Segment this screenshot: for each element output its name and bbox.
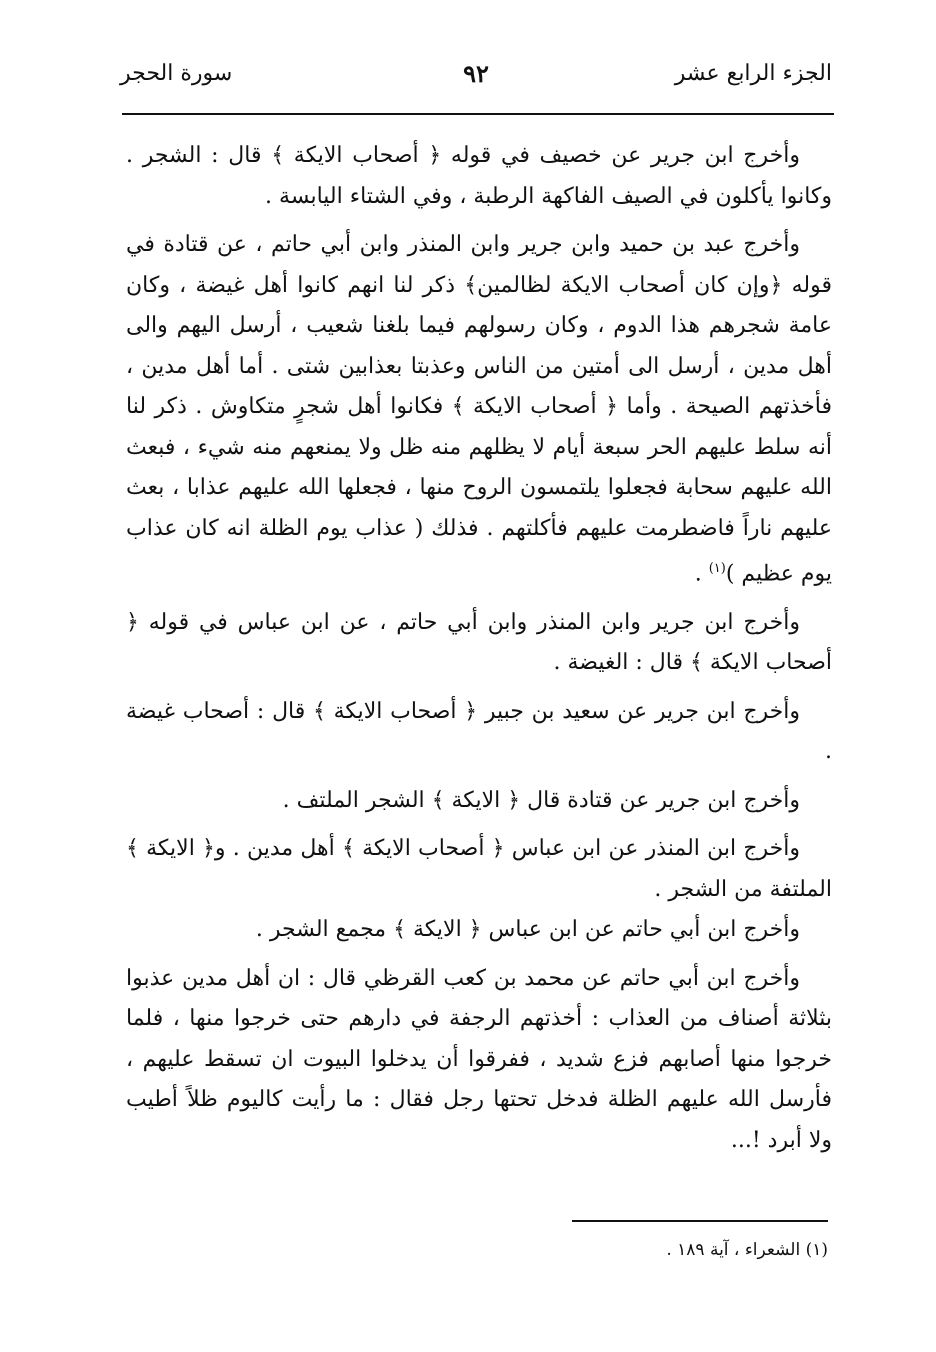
volume-title: الجزء الرابع عشر [674,61,832,86]
running-header [120,52,832,96]
paragraph: وأخرج ابن المنذر عن ابن عباس ﴿ أصحاب الايكة ﴾ أهل مدين . و﴿ الايكة ﴾ الملتفة من الشجر . [126,836,832,902]
footnote-marker: (١) [708,561,726,576]
paragraph: وأخرج ابن جرير عن قتادة قال ﴿ الايكة ﴾ الشجر الملتف . [282,787,800,813]
surah-title: سورة الحجر [120,61,233,86]
footnote: (١) الشعراء ، آية ١٨٩ . [666,1240,828,1260]
paragraph: وأخرج ابن أبي حاتم عن ابن عباس ﴿ الايكة ﴾ مجمع الشجر . [255,917,800,943]
paragraph-text: وأخرج عبد بن حميد وابن جرير وابن المنذر وابن أبي حاتم ، عن قتادة في قوله ﴿وإن كان أصحاب الايكة لظالمين﴾ ذكر لنا انهم كانوا أهل غيضة ، وكان عامة شجرهم هذا الدوم ، وكان رسولهم فيما بلغنا شعيب ، أرسل اليهم والى أهل مدين ، أرسل الى أمتين من الناس وعذبتا بعذابين شتى . أما أهل مدين ، فأخذتهم الصيحة . وأما ﴿ أصحاب الايكة ﴾ فكانوا أهل شجرٍ متكاوش . ذكر لنا أنه سلط عليهم الحر سبعة أيام لا يظلهم منه ظل ولا يمنعهم منه شيء ، فبعث الله عليهم سحابة فجعلوا يلتمسون الروح منها ، فجعلها الله عليهم عذابا ، بعث عليهم ناراً فاضطرمت عليهم فأكلتهم . فذلك ( عذاب يوم الظلة انه كان عذاب يوم عظيم ) [126,232,832,587]
paragraph [126,225,832,595]
main-text [126,136,832,1169]
paragraph-end: . [694,561,709,587]
header-divider [122,113,834,115]
page-number: ٩٢ [463,59,489,88]
paragraph: وأخرج ابن جرير عن سعيد بن جبير ﴿ أصحاب الايكة ﴾ قال : أصحاب غيضة . [126,698,832,765]
paragraph: وأخرج ابن أبي حاتم عن محمد بن كعب القرظي قال : ان أهل مدين عذبوا بثلاثة أصناف من العذاب : أخذتهم الرجفة في دارهم حتى خرجوا منها ، فلما خرجوا منها أصابهم فزع شديد ، ففرقوا أن يدخلوا البيوت ان تسقط عليهم ، فأرسل الله عليهم الظلة فدخل تحتها رجل فقال : ما رأيت كاليوم ظلاً أطيب ولا أبرد !... [126,965,832,1153]
paragraph: وأخرج ابن جرير عن خصيف في قوله ﴿ أصحاب الايكة ﴾ قال : الشجر . وكانوا يأكلون في الصيف الفاكهة الرطبة ، وفي الشتاء اليابسة . [126,143,832,209]
footnote-divider [572,1220,828,1222]
paragraph: وأخرج ابن جرير وابن المنذر وابن أبي حاتم ، عن ابن عباس في قوله ﴿ أصحاب الايكة ﴾ قال : الغيضة . [126,609,832,676]
